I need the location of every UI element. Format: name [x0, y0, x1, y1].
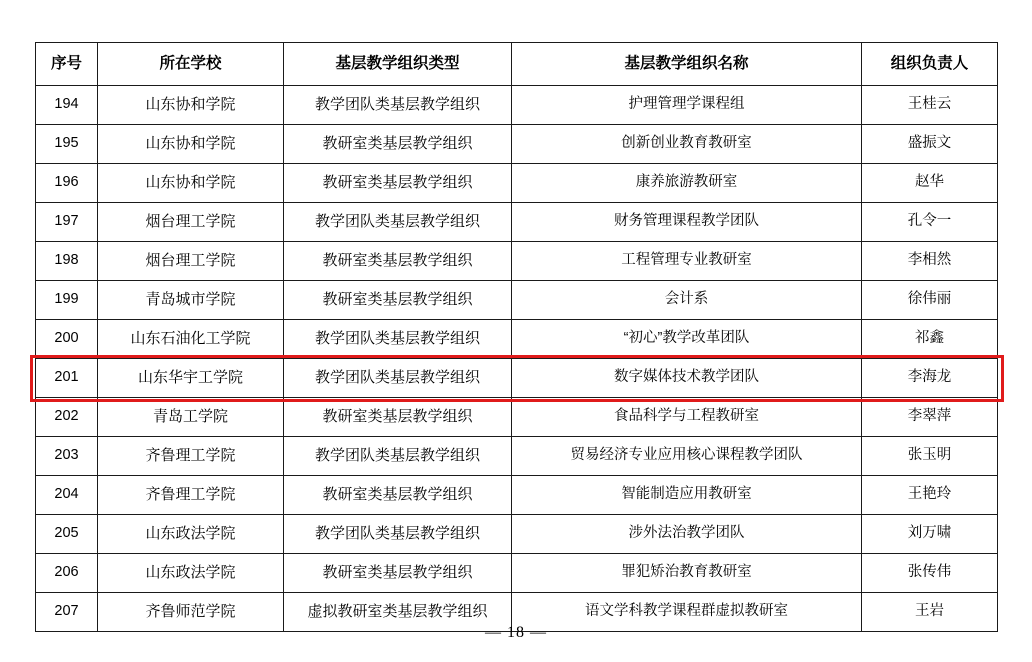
- table-row: [36, 242, 998, 281]
- cell-leader: 王岩: [862, 593, 998, 632]
- table-row: [36, 515, 998, 554]
- cell-name: 工程管理专业教研室: [512, 242, 862, 281]
- cell-index: 197: [36, 203, 98, 242]
- cell-type: 教学团队类基层教学组织: [284, 203, 512, 242]
- cell-index: 195: [36, 125, 98, 164]
- cell-index: 200: [36, 320, 98, 359]
- cell-name: 创新创业教育教研室: [512, 125, 862, 164]
- cell-index: 201: [36, 359, 98, 398]
- column-header-type: 基层教学组织类型: [284, 43, 512, 86]
- table-container: [35, 42, 997, 632]
- cell-name: “初心”教学改革团队: [512, 320, 862, 359]
- table-row: [36, 398, 998, 437]
- column-header-index: 序号: [36, 43, 98, 86]
- cell-leader: 王艳玲: [862, 476, 998, 515]
- cell-school: 山东政法学院: [98, 554, 284, 593]
- cell-school: 山东华宇工学院: [98, 359, 284, 398]
- cell-leader: 李翠萍: [862, 398, 998, 437]
- cell-type: 教研室类基层教学组织: [284, 242, 512, 281]
- cell-name: 涉外法治教学团队: [512, 515, 862, 554]
- cell-index: 206: [36, 554, 98, 593]
- cell-leader: 祁鑫: [862, 320, 998, 359]
- cell-school: 山东石油化工学院: [98, 320, 284, 359]
- cell-type: 教研室类基层教学组织: [284, 554, 512, 593]
- cell-index: 198: [36, 242, 98, 281]
- cell-index: 204: [36, 476, 98, 515]
- column-header-school: 所在学校: [98, 43, 284, 86]
- cell-leader: 李相然: [862, 242, 998, 281]
- cell-type: 教学团队类基层教学组织: [284, 437, 512, 476]
- cell-type: 教研室类基层教学组织: [284, 164, 512, 203]
- cell-leader: 赵华: [862, 164, 998, 203]
- table-body: [36, 86, 998, 632]
- cell-type: 教研室类基层教学组织: [284, 281, 512, 320]
- cell-leader: 孔令一: [862, 203, 998, 242]
- cell-type: 教研室类基层教学组织: [284, 476, 512, 515]
- table-header-row: [36, 43, 998, 86]
- cell-leader: 盛振文: [862, 125, 998, 164]
- cell-name: 罪犯矫治教育教研室: [512, 554, 862, 593]
- cell-name: 会计系: [512, 281, 862, 320]
- cell-school: 青岛城市学院: [98, 281, 284, 320]
- cell-school: 烟台理工学院: [98, 203, 284, 242]
- cell-type: 教学团队类基层教学组织: [284, 320, 512, 359]
- cell-type: 教研室类基层教学组织: [284, 125, 512, 164]
- cell-leader: 徐伟丽: [862, 281, 998, 320]
- cell-index: 194: [36, 86, 98, 125]
- table-row: [36, 203, 998, 242]
- cell-name: 智能制造应用教研室: [512, 476, 862, 515]
- table-row-highlighted: [36, 359, 998, 398]
- cell-school: 烟台理工学院: [98, 242, 284, 281]
- cell-school: 山东政法学院: [98, 515, 284, 554]
- table-row: [36, 476, 998, 515]
- cell-name: 贸易经济专业应用核心课程教学团队: [512, 437, 862, 476]
- cell-index: 203: [36, 437, 98, 476]
- cell-school: 山东协和学院: [98, 125, 284, 164]
- cell-name: 语文学科教学课程群虚拟教研室: [512, 593, 862, 632]
- cell-index: 207: [36, 593, 98, 632]
- cell-leader: 张玉明: [862, 437, 998, 476]
- cell-school: 山东协和学院: [98, 164, 284, 203]
- cell-index: 205: [36, 515, 98, 554]
- cell-name: 食品科学与工程教研室: [512, 398, 862, 437]
- cell-leader: 李海龙: [862, 359, 998, 398]
- cell-school: 齐鲁理工学院: [98, 437, 284, 476]
- cell-leader: 刘万啸: [862, 515, 998, 554]
- cell-type: 教研室类基层教学组织: [284, 398, 512, 437]
- cell-type: 教学团队类基层教学组织: [284, 515, 512, 554]
- cell-index: 202: [36, 398, 98, 437]
- cell-leader: 张传伟: [862, 554, 998, 593]
- cell-name: 护理管理学课程组: [512, 86, 862, 125]
- page-number: — 18 —: [485, 624, 547, 641]
- table-row: [36, 281, 998, 320]
- cell-index: 199: [36, 281, 98, 320]
- cell-school: 齐鲁理工学院: [98, 476, 284, 515]
- cell-type: 教学团队类基层教学组织: [284, 86, 512, 125]
- cell-type: 虚拟教研室类基层教学组织: [284, 593, 512, 632]
- column-header-name: 基层教学组织名称: [512, 43, 862, 86]
- cell-school: 山东协和学院: [98, 86, 284, 125]
- table-row: [36, 320, 998, 359]
- table-row: [36, 125, 998, 164]
- cell-name: 康养旅游教研室: [512, 164, 862, 203]
- cell-leader: 王桂云: [862, 86, 998, 125]
- table-header: [36, 43, 998, 86]
- column-header-leader: 组织负责人: [862, 43, 998, 86]
- table-row: [36, 554, 998, 593]
- cell-school: 青岛工学院: [98, 398, 284, 437]
- cell-school: 齐鲁师范学院: [98, 593, 284, 632]
- cell-name: 数字媒体技术教学团队: [512, 359, 862, 398]
- table-row: [36, 437, 998, 476]
- cell-type: 教学团队类基层教学组织: [284, 359, 512, 398]
- teaching-organization-table: [35, 42, 998, 632]
- cell-index: 196: [36, 164, 98, 203]
- table-row: [36, 86, 998, 125]
- table-row: [36, 164, 998, 203]
- cell-name: 财务管理课程教学团队: [512, 203, 862, 242]
